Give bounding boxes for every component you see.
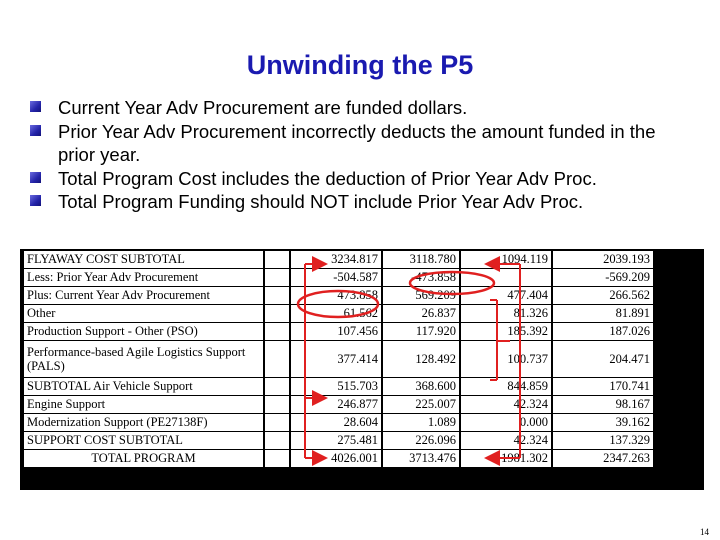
value-cell: 61.562 (291, 305, 381, 323)
spacer-cell (265, 378, 289, 396)
row-label: Less: Prior Year Adv Procurement (24, 269, 263, 287)
value-cell: 2347.263 (553, 450, 653, 468)
table-row (24, 305, 653, 323)
table-row (24, 251, 653, 269)
value-cell: 2039.193 (553, 251, 653, 269)
value-cell: 185.392 (461, 323, 551, 341)
slide-title: Unwinding the P5 (246, 50, 474, 80)
spacer-cell (265, 414, 289, 432)
value-cell: 275.481 (291, 432, 381, 450)
value-cell: 100.737 (461, 341, 551, 378)
table-row-total (24, 450, 653, 468)
square-bullet-icon (30, 195, 41, 206)
square-bullet-icon (30, 172, 41, 183)
value-cell: 477.404 (461, 287, 551, 305)
table-row (24, 323, 653, 341)
square-bullet-icon (30, 101, 41, 112)
value-cell: -569.209 (553, 269, 653, 287)
value-cell: 26.837 (383, 305, 459, 323)
value-cell: 170.741 (553, 378, 653, 396)
row-label: Production Support - Other (PSO) (24, 323, 263, 341)
value-cell: -504.587 (291, 269, 381, 287)
value-cell: 117.920 (383, 323, 459, 341)
page-number: 14 (700, 527, 709, 537)
spacer-cell (265, 251, 289, 269)
value-cell: 42.324 (461, 396, 551, 414)
value-cell: 246.877 (291, 396, 381, 414)
value-cell: 377.414 (291, 341, 381, 378)
row-label: Other (24, 305, 263, 323)
bullet-text: Prior Year Adv Procurement incorrectly deducts the amount funded in the prior year. (58, 120, 656, 165)
value-cell: 1981.302 (461, 450, 551, 468)
square-bullet-icon (30, 125, 41, 136)
row-label: Modernization Support (PE27138F) (24, 414, 263, 432)
spacer-cell (265, 269, 289, 287)
value-cell: 3118.780 (383, 251, 459, 269)
row-label: SUPPORT COST SUBTOTAL (24, 432, 263, 450)
row-label: Plus: Current Year Adv Procurement (24, 287, 263, 305)
value-cell: 187.026 (553, 323, 653, 341)
value-cell: 204.471 (553, 341, 653, 378)
bullet-item (30, 190, 690, 214)
value-cell: 473.858 (291, 287, 381, 305)
value-cell: 266.562 (553, 287, 653, 305)
table-row (24, 378, 653, 396)
spacer-cell (265, 450, 289, 468)
table-row (24, 341, 653, 378)
value-cell: 0.000 (461, 414, 551, 432)
value-cell: 1094.119 (461, 251, 551, 269)
bullet-text: Total Program Cost includes the deduction of Prior Year Adv Proc. (58, 167, 597, 189)
table-row (24, 269, 653, 287)
value-cell (461, 269, 551, 287)
value-cell: 81.891 (553, 305, 653, 323)
spacer-cell (265, 287, 289, 305)
spacer-cell (265, 396, 289, 414)
value-cell: 368.600 (383, 378, 459, 396)
bullet-text: Current Year Adv Procurement are funded dollars. (58, 97, 468, 118)
spacer-cell (265, 323, 289, 341)
bullet-item (30, 96, 690, 120)
bullet-item (30, 167, 690, 191)
value-cell: 844.859 (461, 378, 551, 396)
row-label: SUBTOTAL Air Vehicle Support (24, 378, 263, 396)
value-cell: 4026.001 (291, 450, 381, 468)
spacer-cell (265, 432, 289, 450)
value-cell: 128.492 (383, 341, 459, 378)
value-cell: 39.162 (553, 414, 653, 432)
table-row (24, 287, 653, 305)
value-cell: 42.324 (461, 432, 551, 450)
row-label: Performance-based Agile Logistics Support (PALS) (24, 341, 263, 378)
table-row (24, 396, 653, 414)
value-cell: -473.858 (383, 269, 459, 287)
value-cell: 81.326 (461, 305, 551, 323)
value-cell: 225.007 (383, 396, 459, 414)
spacer-cell (265, 305, 289, 323)
value-cell: 1.089 (383, 414, 459, 432)
value-cell: 3713.476 (383, 450, 459, 468)
table-row (24, 432, 653, 450)
table-row (24, 414, 653, 432)
spacer-cell (265, 341, 289, 378)
value-cell: 28.604 (291, 414, 381, 432)
row-label: TOTAL PROGRAM (24, 450, 263, 468)
p5-cost-table (20, 249, 704, 490)
value-cell: 107.456 (291, 323, 381, 341)
value-cell: 226.096 (383, 432, 459, 450)
value-cell: 137.329 (553, 432, 653, 450)
row-label: Engine Support (24, 396, 263, 414)
value-cell: 3234.817 (291, 251, 381, 269)
row-label: FLYAWAY COST SUBTOTAL (24, 251, 263, 269)
bullet-item (30, 120, 690, 167)
value-cell: 98.167 (553, 396, 653, 414)
bullet-text: Total Program Funding should NOT include Prior Year Adv Proc. (58, 191, 584, 212)
bullet-list (30, 96, 690, 214)
cost-table (22, 251, 655, 468)
value-cell: 569.209 (383, 287, 459, 305)
value-cell: 515.703 (291, 378, 381, 396)
